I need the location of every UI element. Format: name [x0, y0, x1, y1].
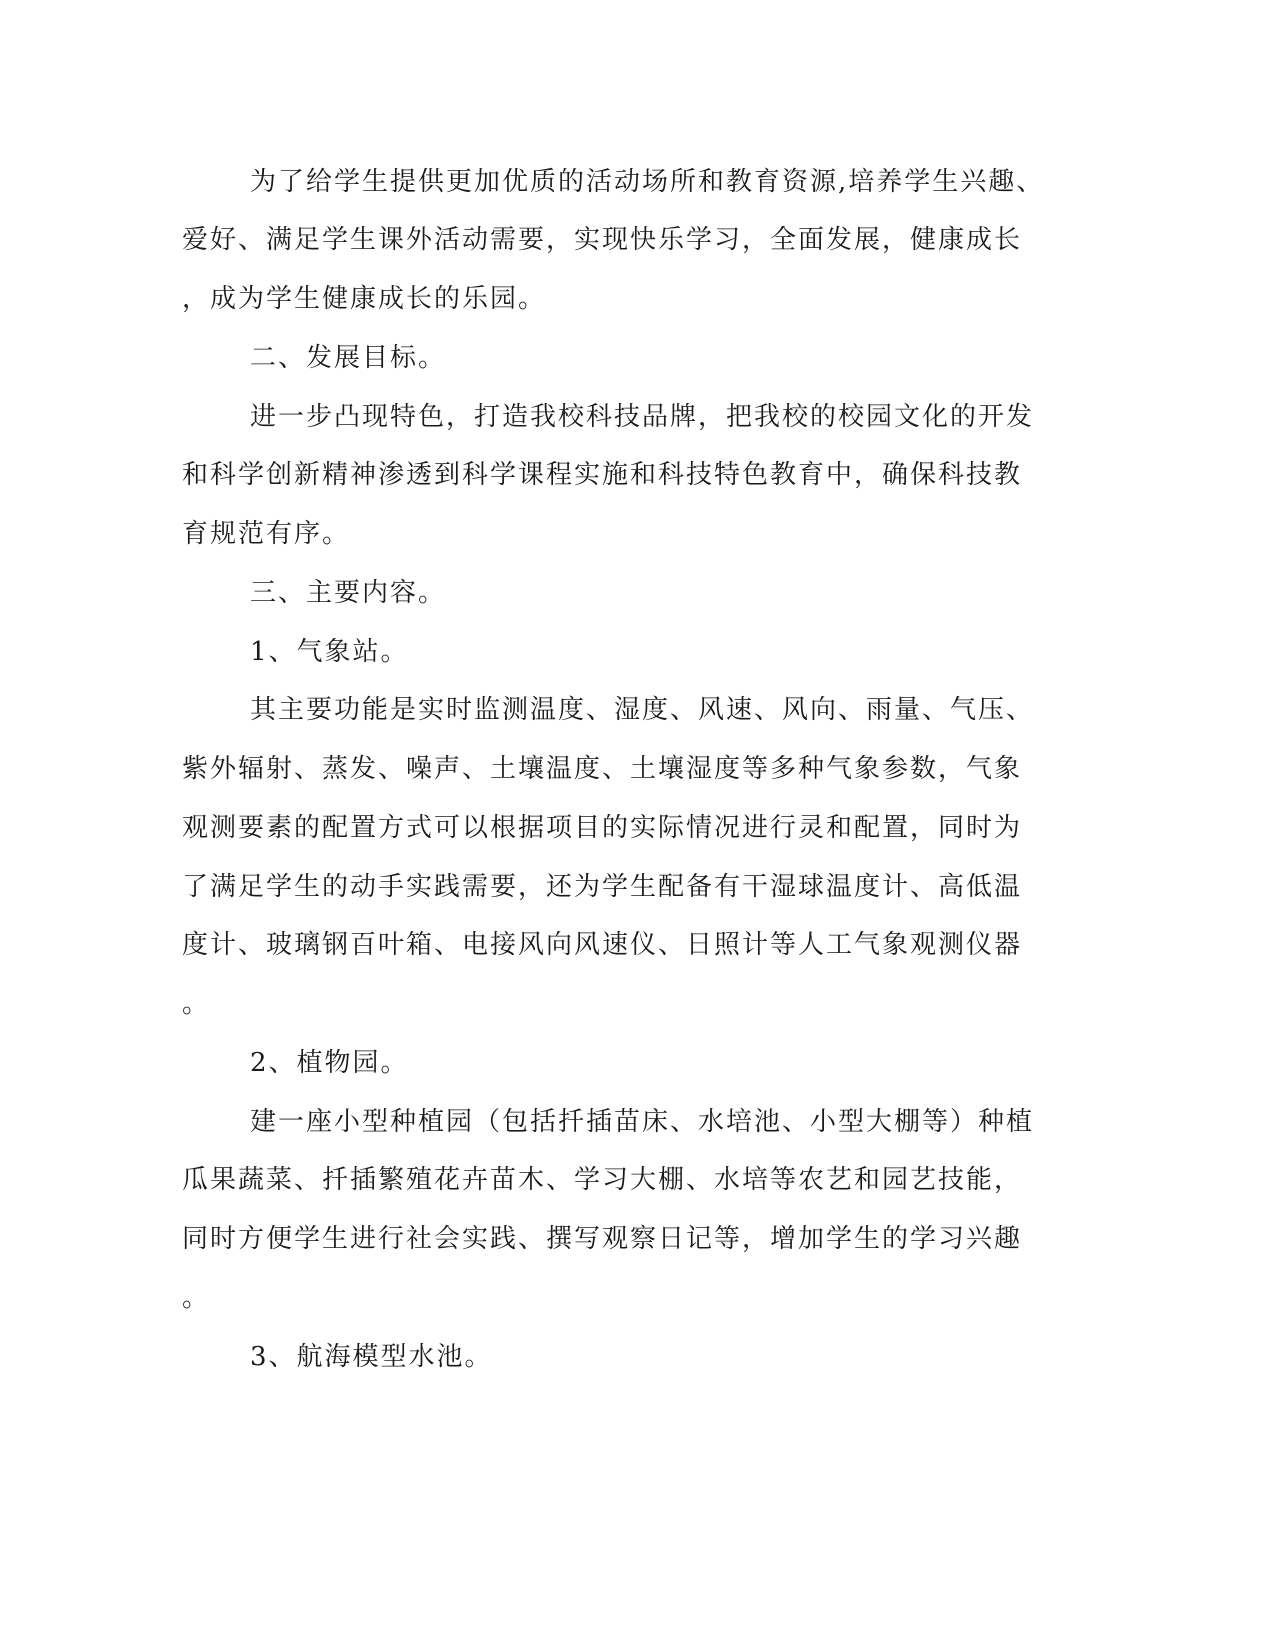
paragraph-garden-line-3: 同时方便学生进行社会实践、撰写观察日记等，增加学生的学习兴趣 — [182, 1224, 1023, 1254]
paragraph-goals-line-2: 和科学创新精神渗透到科学课程实施和科技特色教育中，确保科技教 — [182, 460, 1023, 490]
paragraph-weather-line-6: 。 — [182, 989, 211, 1019]
paragraph-weather-line-1: 其主要功能是实时监测温度、湿度、风速、风向、雨量、气压、 — [250, 695, 1035, 725]
subheading-botanical-garden: 2、植物园。 — [250, 1048, 409, 1078]
subheading-weather-station: 1、气象站。 — [250, 637, 409, 667]
paragraph-garden-line-2: 瓜果蔬菜、扦插繁殖花卉苗木、学习大棚、水培等农艺和园艺技能， — [182, 1165, 1023, 1195]
section-heading-content: 三、主要内容。 — [250, 578, 447, 608]
paragraph-weather-line-3: 观测要素的配置方式可以根据项目的实际情况进行灵和配置，同时为 — [182, 813, 1023, 843]
paragraph-goals-line-1: 进一步凸现特色，打造我校科技品牌，把我校的校园文化的开发 — [250, 402, 1035, 432]
paragraph-intro-line-2: 爱好、满足学生课外活动需要，实现快乐学习，全面发展，健康成长 — [182, 225, 1023, 255]
paragraph-weather-line-4: 了满足学生的动手实践需要，还为学生配备有干湿球温度计、高低温 — [182, 872, 1023, 902]
paragraph-weather-line-2: 紫外辐射、蒸发、噪声、土壤温度、土壤湿度等多种气象参数，气象 — [182, 754, 1023, 784]
section-heading-goals: 二、发展目标。 — [250, 343, 447, 373]
subheading-navigation-model-pool: 3、航海模型水池。 — [250, 1342, 493, 1372]
paragraph-garden-line-1: 建一座小型种植园（包括扦插苗床、水培池、小型大棚等）种植 — [250, 1107, 1035, 1137]
paragraph-intro-line-3: ，成为学生健康成长的乐园。 — [182, 284, 547, 314]
paragraph-weather-line-5: 度计、玻璃钢百叶箱、电接风向风速仪、日照计等人工气象观测仪器 — [182, 930, 1023, 960]
paragraph-garden-line-4: 。 — [182, 1283, 211, 1313]
paragraph-goals-line-3: 育规范有序。 — [182, 519, 351, 549]
paragraph-intro-line-1: 为了给学生提供更加优质的活动场所和教育资源,培养学生兴趣、 — [250, 167, 1045, 197]
